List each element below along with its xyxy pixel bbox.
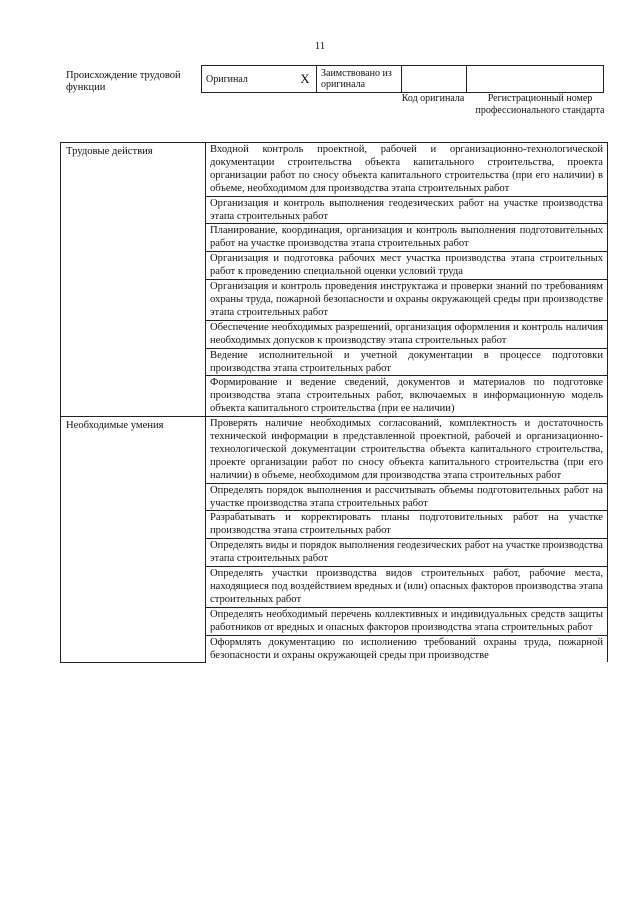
- labor-action-item: Организация и контроль выполнения геодезических работ на участке производства этапа строительных работ: [206, 196, 608, 224]
- origin-label: Происхождение трудовой функции: [66, 70, 181, 93]
- skill-item: Определять порядок выполнения и рассчитывать объемы подготовительных работ на участке производства этапа строительных работ: [206, 483, 608, 511]
- skill-item: Оформлять документацию по исполнению требований охраны труда, пожарной безопасности и охраны окружающей среды при производстве: [206, 635, 608, 662]
- page-number: 11: [314, 40, 326, 52]
- reg-number-cell: [467, 66, 604, 93]
- table-row: [61, 417, 608, 484]
- skill-item: Определять виды и порядок выполнения геодезических работ на участке производства этапа строительных работ: [206, 539, 608, 567]
- labor-action-item: Планирование, координация, организация и контроль выполнения подготовительных работ на участке производства этапа строительных работ: [206, 224, 608, 252]
- code-cell: [402, 66, 467, 93]
- labor-action-item: Входной контроль проектной, рабочей и организационно-технологической документации строительства объекта капитального строительства, проекта организации работ по сносу объекта капитального строительства (при его наличии) в объеме, необходимом для производства этапа строительных работ: [206, 143, 608, 197]
- reg-caption: Регистрационный номер профессионального стандарта: [475, 93, 605, 116]
- function-table: [60, 142, 608, 663]
- original-label: Оригинал: [202, 66, 295, 93]
- labor-action-item: Обеспечение необходимых разрешений, организация оформления и контроль наличия необходимых допусков к производству этапа строительных работ: [206, 320, 608, 348]
- skill-item: Определять необходимый перечень коллективных и индивидуальных средств защиты работников от вредных и опасных факторов производства этапа строительных работ: [206, 607, 608, 635]
- code-caption: Код оригинала: [401, 93, 465, 104]
- labor-action-item: Ведение исполнительной и учетной документации в процессе подготовки производства этапа строительных работ: [206, 348, 608, 376]
- labor-action-item: Формирование и ведение сведений, документов и материалов по подготовке производства этапа строительных работ, включаемых в информационную модель объекта капитального строительства (при ее наличии): [206, 376, 608, 417]
- table-row: [61, 143, 608, 197]
- origin-table: [201, 65, 604, 93]
- original-mark: X: [294, 66, 317, 93]
- skills-label: Необходимые умения: [61, 417, 206, 663]
- labor-actions-label: Трудовые действия: [61, 143, 206, 417]
- borrowed-label: Заимствовано из оригинала: [317, 66, 402, 93]
- skill-item: Проверять наличие необходимых согласований, комплектность и достаточность технической информации в представленной проектной, рабочей и организационно-технологической документации строительства объекта капитального строительства, проекте организации работ по сносу объекта капитального строительства (при его наличии) в объеме, необходимом для производства этапа строительных работ: [206, 417, 608, 484]
- skill-item: Разрабатывать и корректировать планы подготовительных работ на участке производства этапа строительных работ: [206, 511, 608, 539]
- labor-action-item: Организация и подготовка рабочих мест участка производства этапа строительных работ к проведению специальной оценки условий труда: [206, 252, 608, 280]
- labor-action-item: Организация и контроль проведения инструктажа и проверки знаний по требованиям охраны труда, пожарной безопасности и охраны окружающей среды при производстве этапа строительных работ: [206, 280, 608, 321]
- skill-item: Определять участки производства видов строительных работ, рабочие места, находящиеся под воздействием вредных и (или) опасных факторов производства этапа строительных работ: [206, 567, 608, 608]
